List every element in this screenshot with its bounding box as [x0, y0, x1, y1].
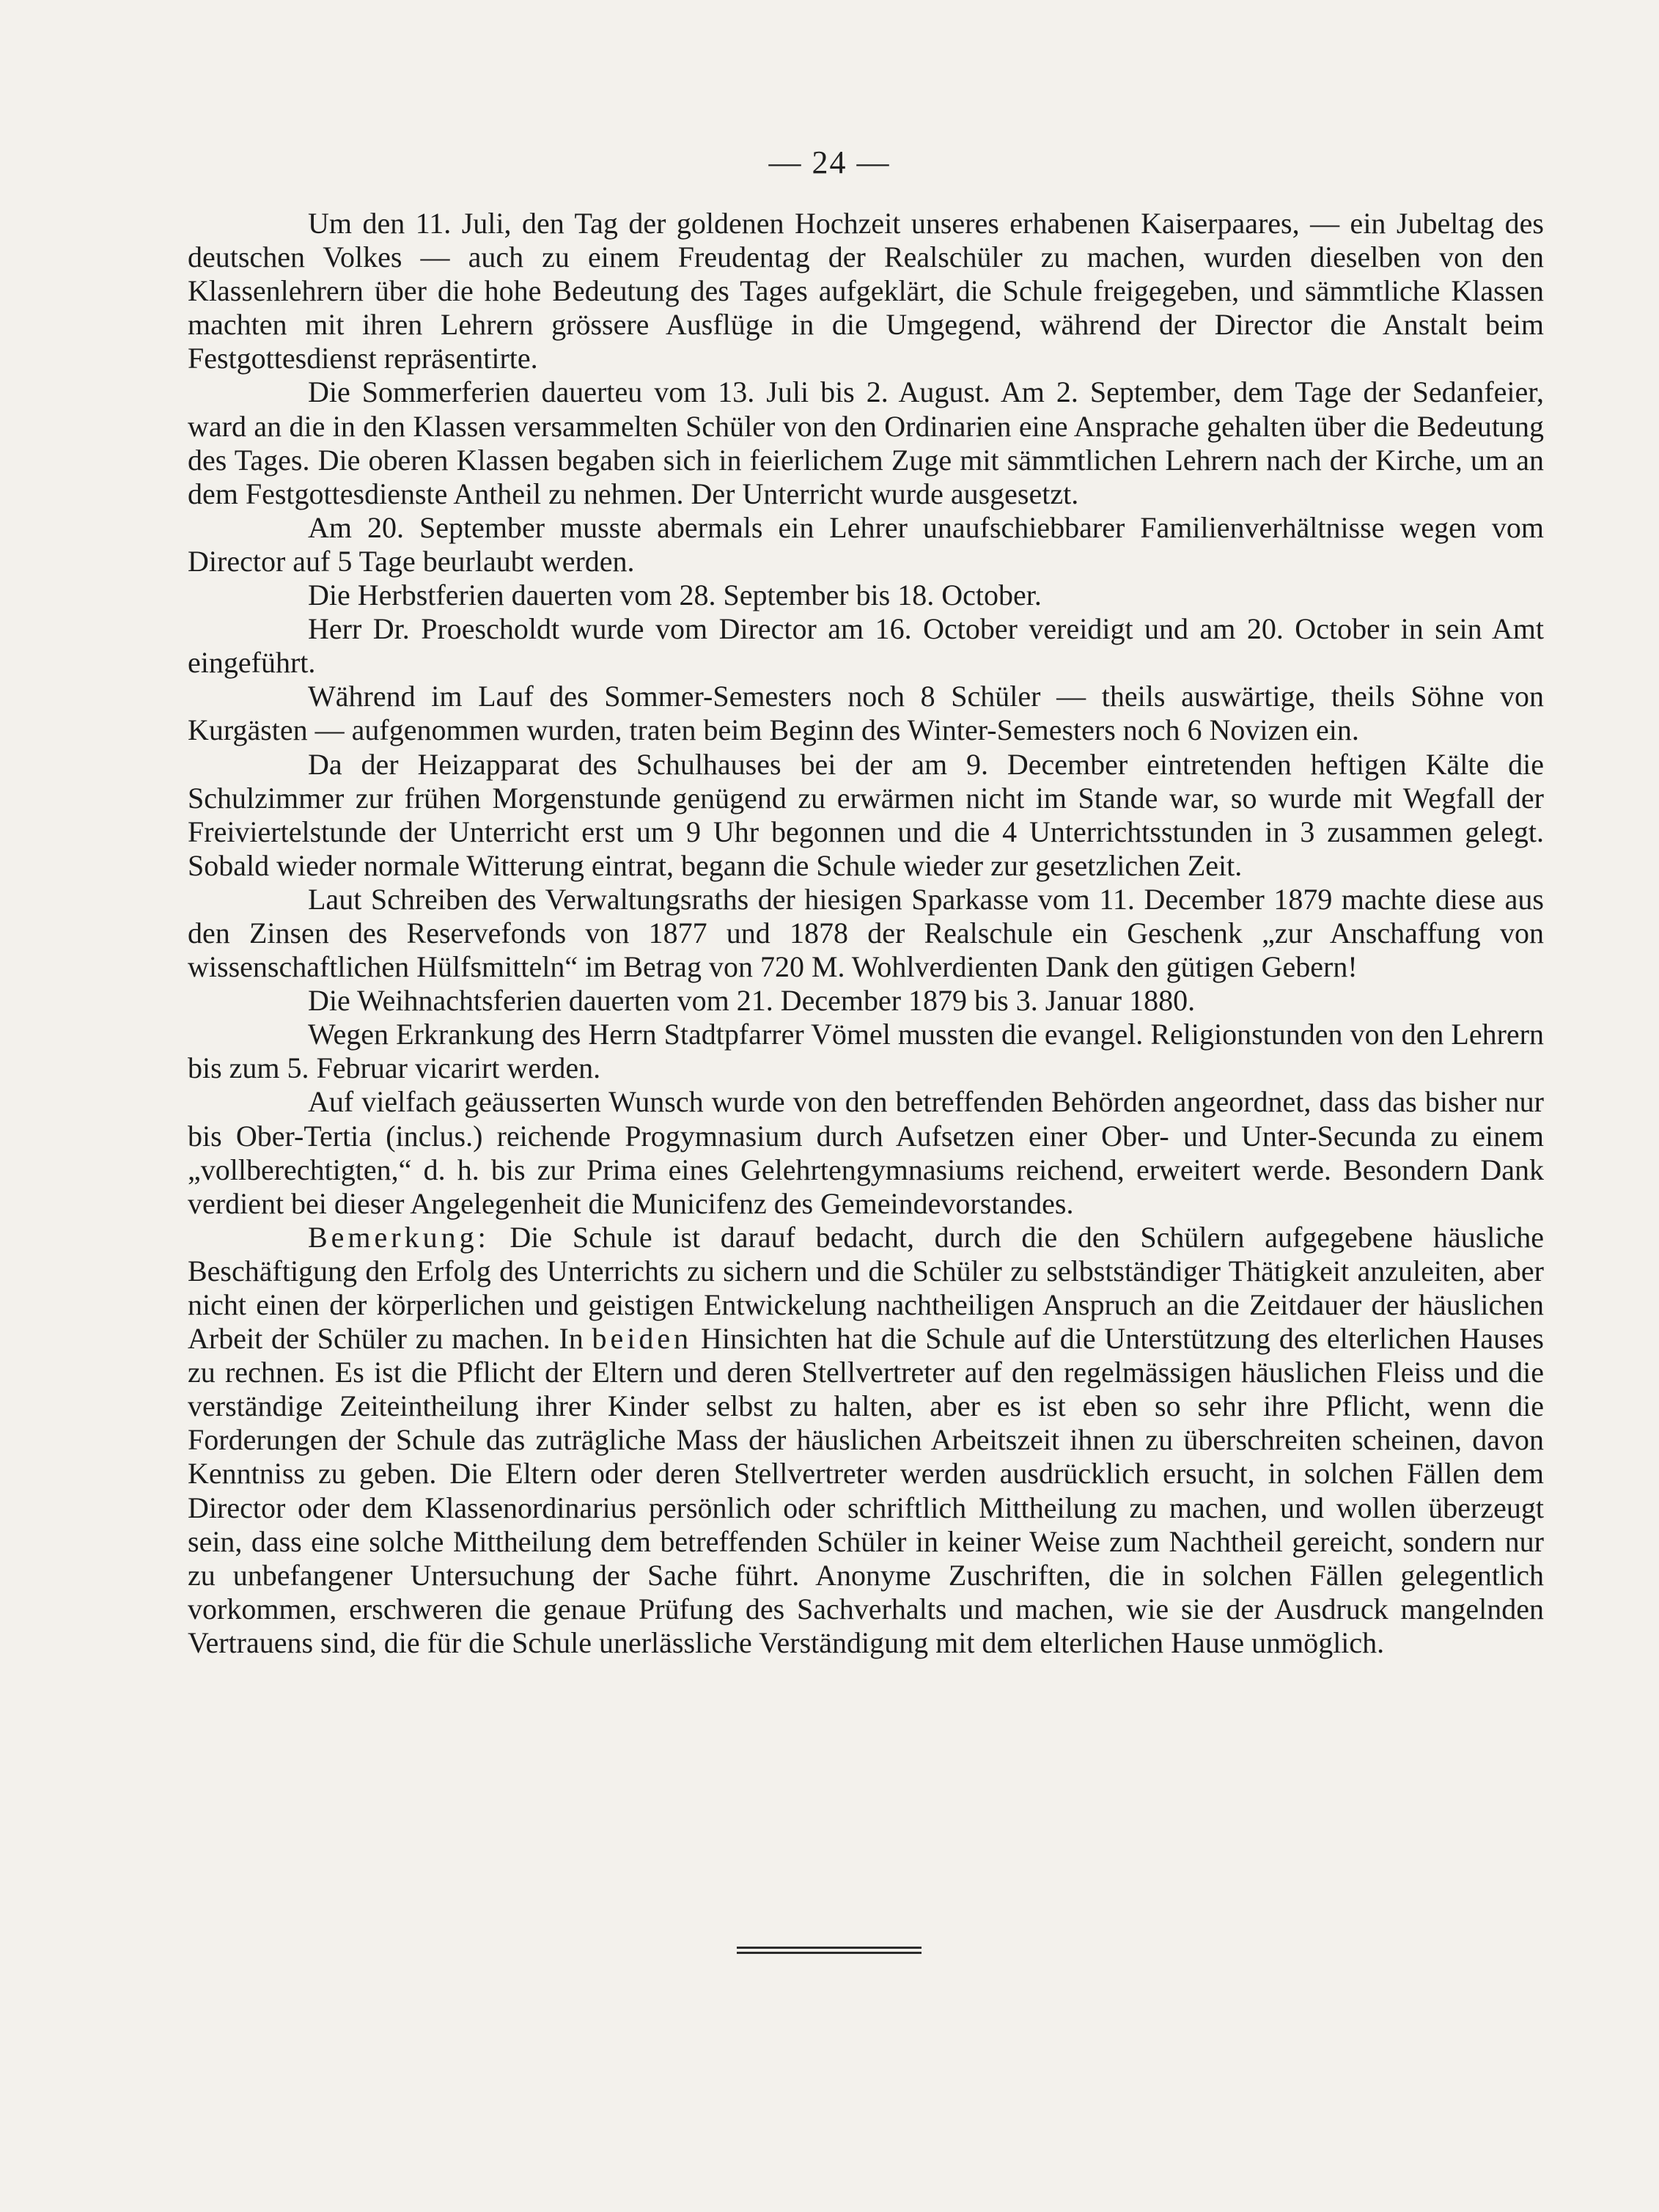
body-text [188, 207, 1544, 1660]
paragraph-golden-wedding: Um den 11. Juli, den Tag der goldenen Hochzeit unseres erhabenen Kaiserpaares, — ein Jubeltag des deutschen Volkes — auch zu einem Freudentag der Realschüler zu machen, wurden dieselben von den Klassenlehrern über die hohe Bedeutung des Tages aufgeklärt, die Schule freigegeben, und sämmtliche Klassen machten mit ihren Lehrern grössere Ausflüge in die Umgegend, während der Director die Anstalt beim Festgottesdienst repräsentirte. [188, 207, 1544, 375]
paragraph-autumn-holidays: Die Herbstferien dauerten vom 28. September bis 18. October. [308, 578, 1042, 612]
paragraph-savings-bank-gift: Laut Schreiben des Verwaltungsraths der hiesigen Sparkasse vom 11. December 1879 machte diese aus den Zinsen des Reservefonds von 1877 und 1878 der Realschule ein Geschenk „zur Anschaffung von wissenschaftlichen Hülfsmitteln“ im Betrag von 720 M. Wohlverdienten Dank den gütigen Gebern! [188, 882, 1544, 984]
paragraph-remark [188, 1221, 1544, 1660]
paragraph-new-students: Während im Lauf des Sommer-Semesters noch 8 Schüler — theils auswärtige, theils Söhne von Kurgästen — aufgenommen wurden, traten beim Beginn des Winter-Semesters noch 6 Novizen ein. [188, 680, 1544, 747]
paragraph-progymnasium: Auf vielfach geäusserten Wunsch wurde von den betreffenden Behörden angeordnet, dass das bisher nur bis Ober-Tertia (inclus.) reichende Progymnasium durch Aufsetzen einer Ober- und Unter-Secunda zu einem „vollberechtigten,“ d. h. bis zur Prima eines Gelehrtengymnasiums reichend, erweitert werde. Besondern Dank verdient bei dieser Angelegenheit die Municifenz des Gemeindevorstandes. [188, 1085, 1544, 1220]
remark-text-part-2: Hinsichten hat die Schule auf die Unterstützung des elterlichen Hauses zu rechnen. Es ist die Pflicht der Eltern und deren Stellvertreter auf den regelmässigen häuslichen Fleiss und die verständige Zeiteintheilung ihrer Kinder selbst zu halten, aber es ist eben so sehr ihre Pflicht, wenn die Forderungen der Schule das zuträgliche Mass der häuslichen Arbeitszeit ihnen zu überschreiten scheinen, davon Kenntniss zu geben. Die Eltern oder deren Stellvertreter werden ausdrücklich ersucht, in solchen Fällen dem Director oder dem Klassenordinarius persönlich oder schriftlich Mittheilung zu machen, und wollen überzeugt sein, dass eine solche Mittheilung dem betreffenden Schüler in keiner Weise zum Nachtheil gereicht, sondern nur zu unbefangener Untersuchung der Sache führt. Anonyme Zuschriften, die in solchen Fällen gelegentlich vorkommen, erschweren die genaue Prüfung des Sachverhalts und machen, wie sie der Ausdruck mangelnden Vertrauens sind, die für die Schule unerlässliche Verständigung mit dem elterlichen Hause unmöglich. [188, 1322, 1544, 1659]
remark-text-part-1: Die Schule ist darauf bedacht, durch die den Schülern aufgegebene häusliche Beschäftigung den Erfolg des Unterrichts zu sichern und die Schüler zu selbstständiger Thätigkeit anzuleiten, aber nicht einen der körperlichen und geistigen Entwickelung nachtheiligen Anspruch an die Zeitdauer der häuslichen Arbeit der Schüler zu machen. In [188, 1220, 1544, 1356]
remark-emphasis: beiden [592, 1322, 693, 1356]
paragraph-proescholdt: Herr Dr. Proescholdt wurde vom Director am 16. October vereidigt und am 20. October in sein Amt eingeführt. [188, 612, 1544, 680]
paragraph-teacher-leave: Am 20. September musste abermals ein Lehrer unaufschiebbarer Familienverhältnisse wegen vom Director auf 5 Tage beurlaubt werden. [188, 510, 1544, 578]
paragraph-christmas-holidays: Die Weihnachtsferien dauerten vom 21. December 1879 bis 3. Januar 1880. [308, 984, 1196, 1018]
remark-label: Bemerkung: [308, 1220, 490, 1254]
paragraph-summer-holidays: Die Sommerferien dauerteu vom 13. Juli bis 2. August. Am 2. September, dem Tage der Sedanfeier, ward an die in den Klassen versammelten Schüler von den Ordinarien eine Ansprache gehalten über die Bedeutung des Tages. Die oberen Klassen begaben sich in feierlichem Zuge mit sämmtlichen Lehrern nach der Kirche, um an dem Festgottesdienste Antheil zu nehmen. Der Unterricht wurde ausgesetzt. [188, 375, 1544, 510]
closing-double-rule [737, 1947, 922, 1955]
rule-line-top [737, 1947, 922, 1949]
paragraph-heating: Da der Heizapparat des Schulhauses bei der am 9. December eintretenden heftigen Kälte die Schulzimmer zur frühen Morgenstunde genügend zu erwärmen nicht im Stande war, so wurde mit Wegfall der Freiviertelstunde der Unterricht erst um 9 Uhr begonnen und die 4 Unterrichtsstunden in 3 zusammen gelegt. Sobald wieder normale Witterung eintrat, begann die Schule wieder zur gesetzlichen Zeit. [188, 747, 1544, 882]
paragraph-religion-lessons: Wegen Erkrankung des Herrn Stadtpfarrer Vömel mussten die evangel. Religionstunden von den Lehrern bis zum 5. Februar vicarirt werden. [188, 1018, 1544, 1085]
page-number: — 24 — [768, 144, 891, 180]
rule-line-bottom [737, 1952, 922, 1954]
